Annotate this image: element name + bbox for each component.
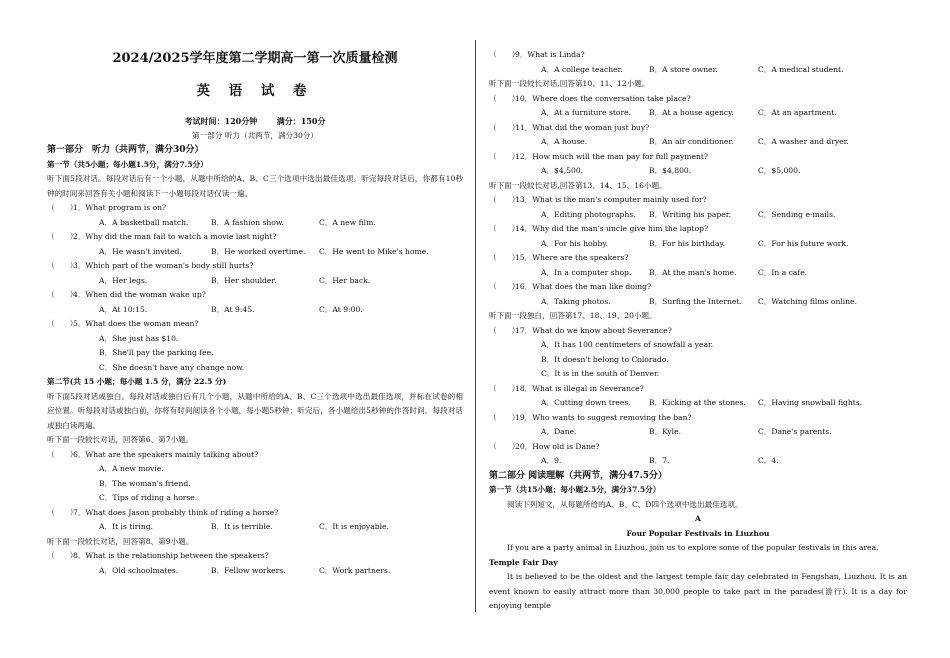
question-stem: （ ） 9．What is Linda? [489,50,585,59]
passage-paragraph: If you are a party animal in Liuzhou, join us to explore some of the popular festivals in this area. [507,543,879,552]
question-stem: （ ） 1．What program is on? [47,203,167,212]
question-options: A．Dane. B．Kyle. C．Dane's parents. [541,427,832,436]
passage-label: A [695,514,701,523]
question-stem: （ ） 4．When did the woman wake up? [47,290,206,299]
question-stem: （ ） 10．Where does the conversation take place? [489,93,691,103]
dialogue-note: 听下面一段较长对话，回答第8、第9小题。 [47,536,194,546]
exam-title: 2024/2025学年度第二学期高一第一次质量检测 [112,51,398,66]
passage-subheading: Temple Fair Day [489,557,558,567]
score-label: 满分：150分 [276,116,326,126]
section2-heading: 第二节(共 15 小题；每小题 1.5 分，满分 22.5 分) [47,377,227,386]
question-options: A．$4,500. B．$4,800. C．$5,000. [541,166,801,175]
question-stem: （ ） 20．How old is Dane? [489,441,600,451]
right-column [489,48,907,614]
question-options: A．In a computer shop. B．At the man's home. C．In a cafe. [541,267,808,277]
dialogue-note: 听下面一段较长对话,回答第10、11、12小题。 [489,79,650,88]
option-line: B．She'll pay the parking fee. [99,348,214,357]
part1-heading: 第一部分 听力（共两节，满分30分） [47,145,204,155]
column-divider [475,40,476,612]
monologue-note: 听下面一段独白，回答第17、18、19、20小题。 [489,311,657,320]
option-line: B．It doesn't belong to Colorado. [541,354,669,364]
question-options: A．A basketball match. B．A fashion show. C．A new film. [99,217,376,227]
question-stem: （ ） 8．What is the relationship between the speakers? [47,551,269,560]
dialogue-note: 听下面一段较长对话,回答第13、14、15、16小题。 [489,180,667,190]
part2-heading: 第二部分 阅读理解（共两节，满分47.5分） [489,470,668,481]
option-line: C．It is in the south of Denver. [541,369,660,378]
question-stem: （ ） 12．How much will the man pay for full payment? [489,151,708,161]
question-options: A．Editing photographs. B．Writing his paper. C．Sending e-mails. [541,209,836,219]
dialogue-note: 听下面一段较长对话，回答第6、第7小题。 [47,435,194,444]
option-line: C．She doesn't have any change now. [99,362,245,372]
section1-instructions: 听下面5段对话。每段对话后有一个小题，从题中所给的A、B、C三个选项中选出最佳选项。听完每段对话后，你都有10秒钟的时间来回答有关小题和阅读下一小题每段对话仅读一遍。 [47,174,463,198]
part2-section1-heading: 第一节（共15小题；每小题2.5分，满分37.5分） [489,485,661,494]
question-options: A．9. B．7. C．4. [541,456,779,465]
question-stem: （ ） 11．What did the woman just buy? [489,122,650,132]
left-column [47,48,463,578]
question-options: A．Old schoolmates. B．Fellow workers. C．Work partners. [99,565,391,575]
question-options: A．Taking photos. B．Surfing the Internet. C．Watching films online. [541,296,857,306]
question-options: A．Cutting down trees. B．Kicking at the stones. C．Having snowball fights. [541,398,863,407]
question-stem: （ ） 18．What is illegal in Severance? [489,383,644,393]
option-line: A．She just has $10. [99,333,179,343]
question-options: A．A house. B．An air conditioner. C．A washer and dryer. [541,137,849,146]
part1-heading-center: 第一部分 听力（共两节，满分30分） [192,130,318,140]
option-line: A．It has 100 centimeters of snowfall a year. [541,340,714,349]
time-label: 考试时间：120分钟 [184,116,258,126]
section2-instructions: 听下面5段对话或独白。每段对话或独白后有几个小题，从题中所给的A、B、C三个选项中选出最佳选项，并标在试卷的相应位置。听每段对话或独白前，你将有时间阅读各个小题，每小题5秒钟；听完后，各小题给出5秒钟的作答时间。每段对话或独白读两遍。 [47,391,463,430]
exam-meta [47,114,463,129]
question-stem: （ ） 7．What does Jason probably think of riding a horse? [47,507,279,517]
question-options: A．It is tiring. B．It is terrible. C．It is enjoyable. [99,522,389,531]
question-stem: （ ） 6．What are the speakers mainly talking about? [47,449,259,459]
question-stem: （ ） 13．What is the man's computer mainly used for? [489,195,707,204]
question-stem: （ ） 16．What does the man like doing? [489,282,652,291]
question-stem: （ ） 5．What does the woman mean? [47,319,199,328]
option-line: C．Tips of riding a horse. [99,493,198,502]
question-stem: （ ） 14．Why did the man's uncle give him the laptop? [489,224,709,233]
question-options: A．A college teacher. B．A store owner. C．A medical student. [541,64,844,74]
question-options: A．He wasn't invited. B．He worked overtime. C．He went to Mike's home. [99,246,429,256]
question-stem: （ ） 3．Which part of the woman's body still hurts? [47,261,254,270]
reading-instructions: 阅读下列短文，从每题所给的A、B、C、D四个选项中选出最佳选项。 [507,499,743,509]
subject-title: 英 语 试 卷 [196,83,314,99]
question-stem: （ ） 2．Why did the man fail to watch a movie last night? [47,232,277,241]
passage-title: Four Popular Festivals in Liuzhou [626,528,770,538]
question-options: A．At 10:15. B．At 9:45. C．At 9:00. [99,304,363,314]
passage-paragraph: It is believed to be the oldest and the largest temple fair day celebrated in Fengshan, Liuzhou. It is an event known to easily attract more than 30,000 people to take part in the parades(游行). It is a day for enjoying temple [489,572,907,610]
question-stem: （ ） 17．What do we know about Severance? [489,325,672,335]
option-line: B．The woman's friend. [99,478,191,488]
question-options: A．For his hobby. B．For his birthday. C．For his future work. [541,238,849,248]
question-stem: （ ） 15．Where are the speakers? [489,253,629,262]
section1-heading: 第一节（共5小题；每小题1.5分，满分7.5分） [47,159,208,169]
question-options: A．At a furniture store. B．At a house agency. C．At an apartment. [541,108,837,117]
option-line: A．A new movie. [99,464,164,473]
question-stem: （ ） 19．Who wants to suggest removing the ban? [489,412,692,422]
question-options: A．Her legs. B．Her shoulder. C．Her back. [99,275,371,285]
